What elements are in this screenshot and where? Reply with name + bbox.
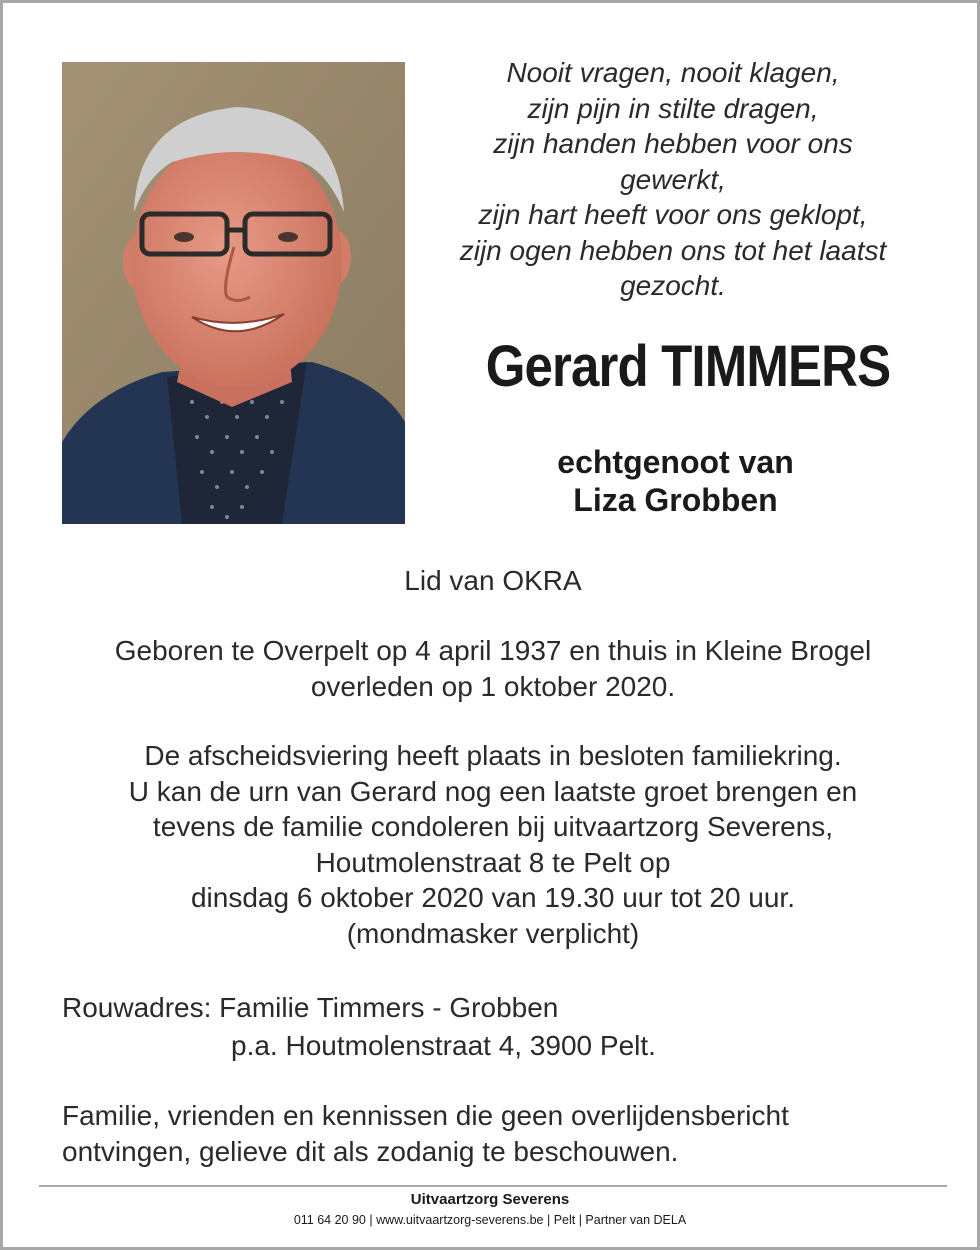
relation-label: echtgenoot van xyxy=(557,444,794,480)
farewell-line: U kan de urn van Gerard nog een laatste groet brengen en xyxy=(128,775,858,807)
spouse-block xyxy=(433,443,918,519)
spouse-name: Liza Grobben xyxy=(573,482,778,518)
notice-text xyxy=(62,1098,789,1169)
birth-line: Geboren te Overpelt op 4 april 1937 en thuis in Kleine Brogel xyxy=(114,635,872,666)
notice-line: ontvingen, gelieve dit als zodanig te beschouwen. xyxy=(62,1135,679,1167)
poem-line: zijn pijn in stilte dragen, xyxy=(527,92,819,124)
farewell-line: De afscheidsviering heeft plaats in besloten familiekring. xyxy=(144,740,842,771)
portrait-photo xyxy=(62,62,405,524)
footer-divider xyxy=(39,1185,947,1187)
poem-line: gewerkt, xyxy=(620,163,726,195)
notice-line: Familie, vrienden en kennissen die geen overlijdensbericht xyxy=(62,1100,789,1131)
poem-line: zijn hart heeft voor ons geklopt, xyxy=(478,199,868,230)
poem-line: gezocht. xyxy=(620,270,726,301)
poem-line: Nooit vragen, nooit klagen, xyxy=(506,57,840,88)
deceased-name: Gerard TIMMERS xyxy=(485,334,891,399)
membership-line: Lid van OKRA xyxy=(404,565,582,596)
death-line: overleden op 1 oktober 2020. xyxy=(310,670,676,702)
farewell-line: tevens de familie condoleren bij uitvaartzorg Severens, xyxy=(152,811,834,842)
memorial-poem xyxy=(413,55,933,304)
footer-contact-info: 011 64 20 90 | www.uitvaartzorg-severens.be | Pelt | Partner van DELA xyxy=(293,1213,687,1227)
mourning-address-line1: Rouwadres: Familie Timmers - Grobben xyxy=(62,992,559,1023)
farewell-line: (mondmasker verplicht) xyxy=(346,917,640,949)
farewell-line: Houtmolenstraat 8 te Pelt op xyxy=(315,846,671,878)
poem-line: zijn ogen hebben ons tot het laatst xyxy=(459,234,887,266)
mourning-address-line2: p.a. Houtmolenstraat 4, 3900 Pelt. xyxy=(231,1030,656,1061)
birth-death-text xyxy=(23,633,963,704)
farewell-line: dinsdag 6 oktober 2020 van 19.30 uur tot 20 uur. xyxy=(190,882,795,913)
poem-line: zijn handen hebben voor ons xyxy=(493,128,853,159)
membership-text xyxy=(23,563,963,599)
farewell-text xyxy=(23,738,963,951)
footer-company: Uitvaartzorg Severens xyxy=(410,1191,570,1208)
